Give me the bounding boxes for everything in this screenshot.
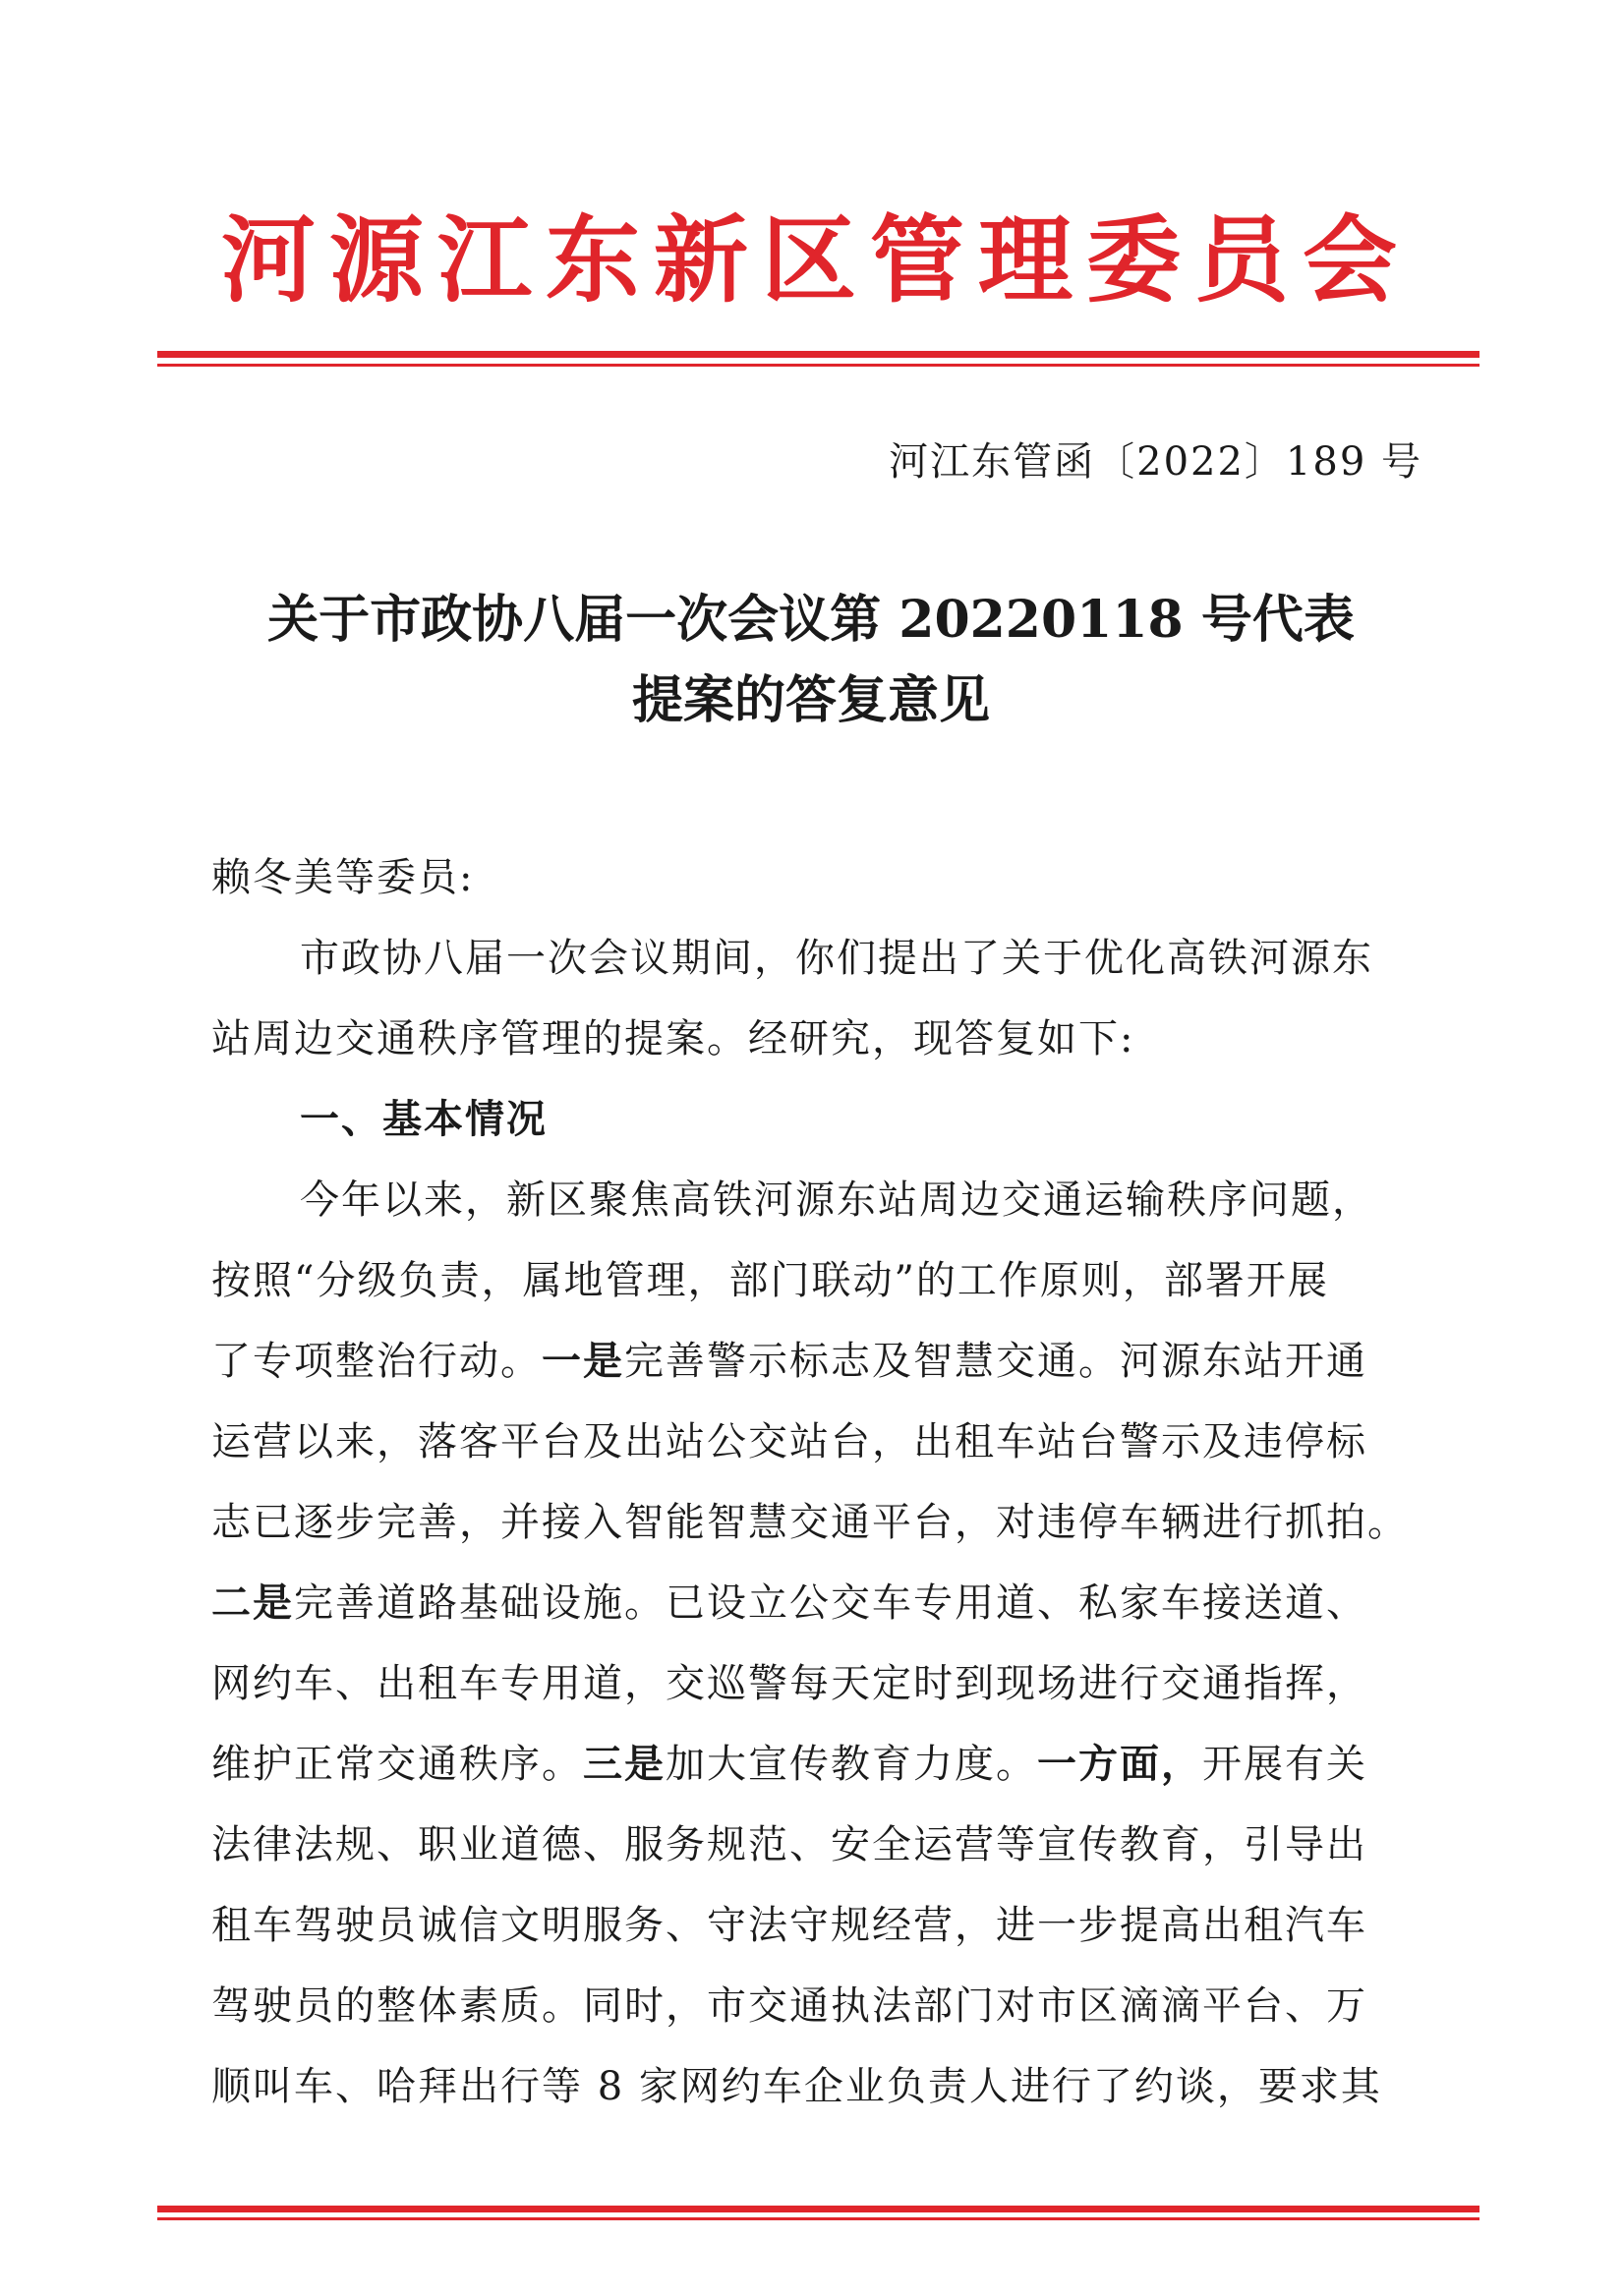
on-one-hand-marker: 一方面， [1037, 1741, 1202, 1787]
letterhead-rule-thick [157, 351, 1479, 358]
point-two-marker: 二是 [211, 1579, 294, 1626]
paragraph-text: 加大宣传教育力度。 [666, 1742, 1037, 1787]
paragraph-text: 维护正常交通秩序。 [211, 1742, 583, 1787]
point-one-marker: 一是 [542, 1338, 624, 1384]
paragraph-text: 了专项整治行动。 [211, 1339, 542, 1384]
document-title-line-2: 提案的答复意见 [631, 670, 990, 730]
paragraph-line: 志已逐步完善，并接入智能智慧交通平台，对违停车辆进行抓拍。 [211, 1500, 1409, 1545]
paragraph-line [211, 1563, 1421, 1643]
point-three-marker: 三是 [583, 1741, 666, 1787]
paragraph-line [211, 1321, 1421, 1402]
paragraph-line: 法律法规、职业道德、服务规范、安全运营等宣传教育，引导出 [211, 1822, 1367, 1867]
paragraph-line: 今年以来，新区聚焦高铁河源东站周边交通运输秩序问题， [300, 1177, 1373, 1223]
paragraph-text: 完善道路基础设施。已设立公交车专用道、私家车接送道、 [294, 1580, 1367, 1626]
document-body [211, 837, 1421, 2127]
document-title-line-1: 关于市政协八届一次会议第 20220118 号代表 [267, 590, 1355, 650]
paragraph-line: 驾驶员的整体素质。同时，市交通执法部门对市区滴滴平台、万 [211, 1983, 1367, 2029]
footer-rule-thick [157, 2206, 1479, 2212]
document-number: 河江东管函〔2022〕189 号 [889, 439, 1422, 485]
paragraph-text: 完善警示标志及智慧交通。河源东站开通 [624, 1339, 1367, 1384]
paragraph-line: 网约车、出租车专用道，交巡警每天定时到现场进行交通指挥， [211, 1661, 1367, 1706]
footer-rule-thin [157, 2217, 1479, 2220]
letterhead-rule-thin [157, 364, 1479, 367]
paragraph-line: 按照“分级负责，属地管理，部门联动”的工作原则，部署开展 [211, 1258, 1329, 1303]
intro-line-2: 站周边交通秩序管理的提案。经研究，现答复如下: [211, 1016, 1135, 1062]
paragraph-line: 运营以来，落客平台及出站公交站台，出租车站台警示及违停标 [211, 1419, 1367, 1464]
salutation: 赖冬美等委员: [211, 855, 475, 900]
paragraph-line [211, 1724, 1421, 1805]
letterhead-title: 河源江东新区管理委员会 [221, 205, 1411, 316]
paragraph-text: 开展有关 [1202, 1742, 1367, 1787]
paragraph-line: 租车驾驶员诚信文明服务、守法守规经营，进一步提高出租汽车 [211, 1903, 1367, 1948]
paragraph-line: 顺叫车、哈拜出行等 8 家网约车企业负责人进行了约谈，要求其 [211, 2064, 1382, 2109]
section-heading-basic-situation: 一、基本情况 [300, 1097, 548, 1142]
intro-line-1: 市政协八届一次会议期间，你们提出了关于优化高铁河源东 [300, 936, 1373, 981]
document-title [197, 580, 1425, 741]
